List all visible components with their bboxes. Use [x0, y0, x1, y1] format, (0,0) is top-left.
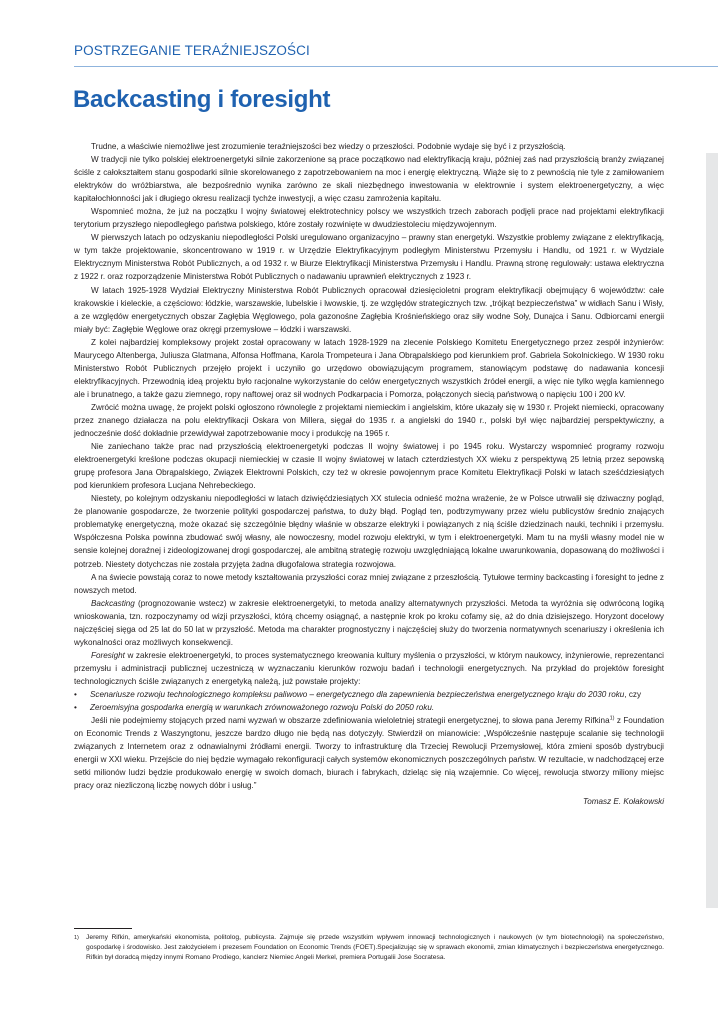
paragraph-rifkin	[74, 714, 664, 792]
footnote-divider	[74, 928, 132, 929]
paragraph: Niestety, po kolejnym odzyskaniu niepodległości w latach dziwięćdziesiątych XX stulecia odnieść można wrażenie, że w Polsce utrwalił się dziwaczny pogląd, że planowanie gospodarcze, że tworzenie polityki gospodarczej państwa, to duży błąd. Pogląd ten, podtrzymywany przez wielu publicystów średnio znających problematykę energetyczną, może okazać się szczególnie błędny właśnie w obszarze elektryki i powiązanych z nią ściśle dziedzinach nauki, techniki i przemysłu. Współczesna Polska powinna zbudować swój własny, ale nowoczesny, model rozwoju elektryki, w tym i elektroenergetyki. Mam tu na myśli własny model nie w sensie kolejnej doraźnej i zideologizowanej drogi gospodarczej, ale ambitną strategię rozwoju uwzględniającą lokalne uwarunkowania, dopasowaną do możliwości i potrzeb. Niestety dotychczas nie została przyjęta żadna długofalowa strategia rozwojowa.	[74, 494, 664, 569]
paragraph: Z kolei najbardziej kompleksowy projekt został opracowany w latach 1928-1929 na zlecenie Polskiego Komitetu Energetycznego przez zespół inżynierów: Maurycego Altenberga, Juliusza Glatmana, Alfonsa Hoffmana, Karola Trompeteura i Jana Obrąpalskiego pod kierunkiem prof. Gabriela Sokolnickiego. W 1930 roku Ministerstwo Robót Publicznych przejęło projekt i uczyniło go urzędowo obowiązującym programem, stanowiącym podstawę do nadawania koncesji elektryfikacyjnych. Przewodnią ideą projektu było racjonalne wykorzystanie do celów energetycznych wszystkich źródeł energii, a więc nie tylko węgla kamiennego ale i brunatnego, a także gazu ziemnego, ropy naftowej oraz sił wodnych Podkarpacia i Pomorza, połączonych siecią państwową o napięciu 100 i 200 kV.	[74, 337, 664, 399]
paragraph: A na świecie powstają coraz to nowe metody kształtowania przyszłości coraz mniej związane z przeszłością. Tytułowe terminy backcasting i foresight to jedne z nowszych metod.	[74, 572, 664, 595]
page-title: Backcasting i foresight	[73, 86, 331, 113]
side-tab-decoration	[706, 153, 718, 908]
footnote	[74, 933, 664, 963]
footnote-text: Jeremy Rifkin, amerykański ekonomista, politolog, publicysta. Zajmuje się przede wszystkim wpływem innowacji technologicznych i naukowych (w tym biotechnologii) na społeczeństwo, gospodarkę i środowisko. Jest założycielem i prezesem Foundation on Economic Trends (FOET).Specjalizując się w sprawach ekonomii, zmian klimatycznych i bezpieczeństwa energetycznego. Rifkin był doradcą między innymi Romano Prodiego, kanclerz Niemiec Angeli Merkel, premiera Portugalii Jose Socratesa.	[86, 934, 664, 961]
list-item-text: Zeroemisyjna gospodarka energią w warunkach zrównoważonego rozwoju Polski do 2050 roku.	[90, 703, 435, 713]
list-item	[74, 701, 664, 714]
paragraph: Zwrócić można uwagę, że projekt polski ogłoszono równolegle z projektami niemieckim i angielskim, które ukazały się w 1930 r. Projekt niemiecki, opracowany przez znanego działacza na polu elektryfikacji Oskara von Millera, sięgał do 1935 r. a angielski do 1940 r., polski był więc najbardziej perspektywiczny, a jednocześnie dość dokładnie przewidywał zapotrzebowanie mocy i produkcję na 1965 r.	[74, 402, 664, 439]
paragraph: Trudne, a właściwie niemożliwe jest zrozumienie teraźniejszości bez wiedzy o przeszłości. Podobnie wydaje się być i z przyszłością.	[91, 142, 566, 151]
paragraph: W tradycji nie tylko polskiej elektroenergetyki silnie zakorzenione są prace początkowo nad elektryfikacją kraju, później zaś nad przyszłością branży związanej ściśle z całokształtem stanu gospodarki silnie skorelowanego z zapotrzebowaniem na moc i energię elektryczną. Wiąże się to z pewnością nie tyle z zamiłowaniem elektryków do wróżbiarstwa, ale bezpośrednio wynika zarówno ze skali niezbędnego inwestowania w elektrownie i system elektroenergetyczny, a więc kapitałochłonności jak i długiego okresu realizacji tychże inwestycji, a więc czasu zamrożenia kapitału.	[74, 155, 664, 204]
section-header: POSTRZEGANIE TERAŹNIEJSZOŚCI	[74, 43, 310, 58]
term-backcasting: Backcasting	[91, 598, 135, 608]
paragraph-foresight	[74, 649, 664, 688]
paragraph-text: z Foundation on Economic Trends z Waszyngtonu, jeszcze bardzo długo nie będą nas dotyczyły. Stwierdził on mianowicie: „Współcześnie następuje scalanie się technologii związanych z Internetem oraz z odnawialnymi źródłami energii. Tworzy to infrastrukturę dla Trzeciej Rewolucji Przemysłowej, która zmieni sposób dystrybucji energii w XXI wieku. Przejście do niej będzie wymagało rekonfiguracji całych systemów ekonomicznych poszczególnych państw. W rezultacie, w nadchodzącej erze setki milionów ludzi będzie produkowało energię w swoich domach, biurach i fabrykach, dzieląc się nią wzajemnie. Co więcej, rewolucja stworzy miliony miejsc pracy oraz niezliczoną liczbę nowych dóbr i usług.”	[74, 716, 665, 791]
paragraph: Nie zaniechano także prac nad przyszłością elektroenergetyki podczas II wojny światowej i po 1945 roku. Wystarczy wspomnieć programy rozwoju elektroenergetyki kreślone podczas okupacji niemieckiej w czasie II wojny światowej w latach czterdziestych XX wieku z perspektywą 25 letnią przez sepowską grupę profesora Jana Obrąpalskiego, Związek Elektrowni Polskich, czy też w okresie powojennym prace Komitetu Elektryfikacji Polski w latach sześćdziesiątych pod kierunkiem profesora Lucjana Nehrebeckiego.	[74, 442, 664, 491]
paragraph: W latach 1925-1928 Wydział Elektryczny Ministerstwa Robót Publicznych opracował dziesięcioletni program elektryfikacji obejmujący 6 województw: całe krakowskie i kieleckie, a częściowo: łódzkie, warszawskie, lubelskie i lwowskie, tj. ze względów strategicznych tzw. „trójkąt bezpieczeństwa” w widłach Sanu i Wisły, a ze względów energetycznych obszar Zagłębia Węglowego, pola gazonośne Zagłębia Krośnieńskiego oraz siły wodne Soły, Dunajca i Sanu. Odbiorcami energii miały być: Zagłębie Węglowe oraz okręgi przemysłowe – łódzki i warszawski.	[74, 285, 664, 334]
article-body	[74, 140, 664, 808]
list-item-suffix: , czy	[624, 689, 642, 699]
paragraph-backcasting	[74, 597, 664, 649]
bullet-icon: •	[74, 689, 77, 699]
paragraph: W pierwszych latach po odzyskaniu niepodległości Polski uregulowano organizacyjno – prawny stan energetyki. Wszystkie problemy związane z elektryfikacją, w tym także projektowanie, skoncentrowano w 1919 r. w Urzędzie Elektryfikacyjnym podległym Ministerstwu Przemysłu i Handlu, od 1921 r. w Wydziale Elektrycznym Ministerstwa Robót Publicznych, a od 1932 r. w Biurze Elektryfikacji Ministerstwa Przemysłu i Handlu. Prawną stronę regulowały: ustawa elektryczna z 1922 r. oraz rozporządzenie Ministerstwa Robót Publicznych o nadawaniu uprawnień elektrycznych z 1923 r.	[74, 233, 664, 282]
project-list	[74, 688, 664, 714]
footnote-reference: 1)	[609, 715, 615, 722]
paragraph-text: Jeśli nie podejmiemy stojących przed nami wyzwań w obszarze zdefiniowania wieloletniej strategii energetycznej, to słowa pana Jeremy Rifkina	[91, 716, 610, 726]
bullet-icon: •	[74, 703, 77, 713]
footnote-number: 1)	[74, 935, 79, 941]
term-foresight: Foresight	[91, 650, 125, 660]
paragraph-text: (prognozowanie wstecz) w zakresie elektroenergetyki, to metoda analizy alternatywnych przyszłości. Metoda ta wyróżnia się odwróconą logiką wnioskowania, tzn. rozpoczynamy od wizji przyszłości, którą chcemy osiągnąć, a następnie krok po kroku cofamy się, aż do dnia dzisiejszego. Horyzont docelowy najczęściej sięga od 25 lat do 50 lat w przyszłość. Metoda ma charakter prognostyczny i najczęściej służy do tworzenia normatywnych scenariuszy i określenia ich wykonalności oraz możliwych konsekwencji.	[74, 598, 664, 647]
paragraph-text: w zakresie elektroenergetyki, to proces systematycznego kreowania kultury myślenia o przyszłości, w którym naukowcy, inżynierowie, reprezentanci przemysłu i administracji publicznej uczestniczą w wyznaczaniu kierunków rozwoju badań i technologii energetycznych. Na przykład do projektów foresight technologicznych ściśle związanych z energetyką należą, już powstałe projekty:	[74, 650, 664, 686]
header-divider	[74, 66, 718, 67]
paragraph: Wspomnieć można, że już na początku I wojny światowej elektrotechnicy polscy we wszystkich trzech zaborach podjęli prace nad projektami elektryfikacji terytorium przyszłego niepodległego państwa polskiego, które zostały rozwinięte w dwudziestoleciu międzywojennym.	[74, 207, 664, 230]
list-item	[74, 688, 664, 701]
author-signature: Tomasz E. Kołakowski	[583, 797, 664, 807]
list-item-text: Scenariusze rozwoju technologicznego kompleksu paliwowo – energetycznego dla zapewnienia bezpieczeństwa energetycznego kraju do 2030 roku	[90, 689, 625, 699]
